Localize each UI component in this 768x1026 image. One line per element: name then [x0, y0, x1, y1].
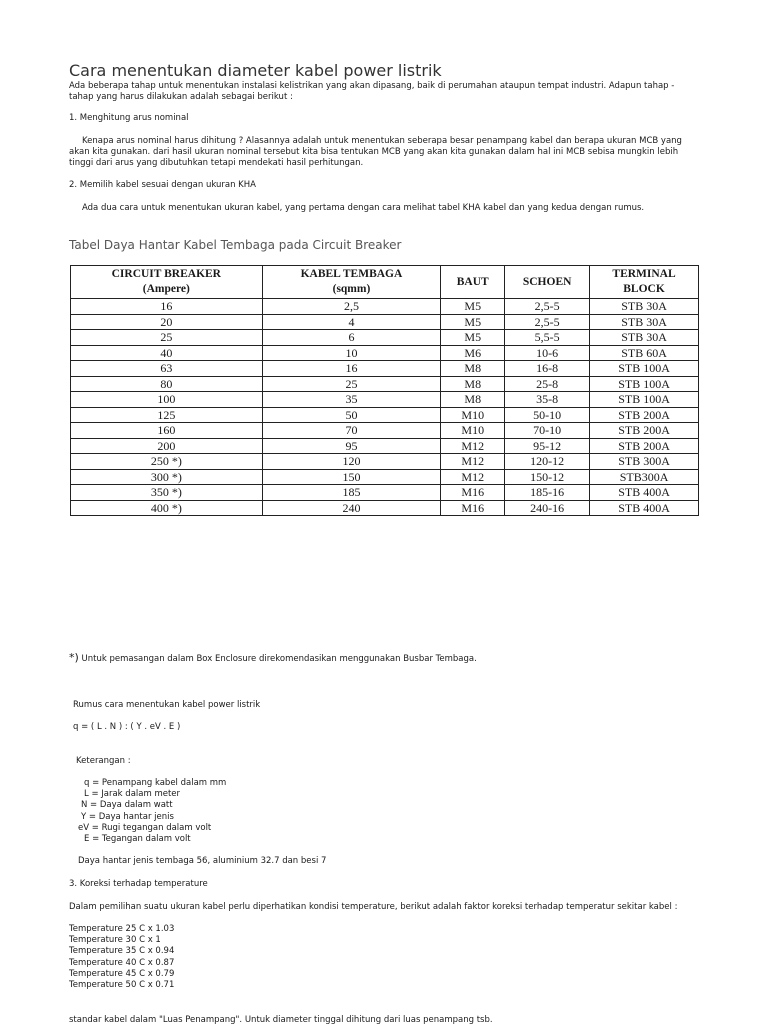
bottom-text: standar kabel dalam "Luas Penampang". Untuk diameter tinggal dihitung dari luas penampang tsb.: [69, 1015, 493, 1025]
table-cell: 160: [71, 423, 263, 439]
col-header-kabel-tembaga: KABEL TEMBAGA (sqmm): [262, 266, 441, 299]
table-header-row: [71, 266, 699, 299]
table-cell: M12: [441, 469, 505, 485]
table-row: [71, 407, 699, 423]
table-cell: 95-12: [505, 438, 590, 454]
col-header-schoen: SCHOEN: [505, 266, 590, 299]
table-cell: 25-8: [505, 376, 590, 392]
legend-item: L = Jarak dalam meter: [84, 789, 181, 800]
table-cell: M5: [441, 330, 505, 346]
legend-item: Y = Daya hantar jenis: [81, 811, 174, 822]
table-cell: M6: [441, 345, 505, 361]
table-row: [71, 485, 699, 501]
table-cell: 120-12: [505, 454, 590, 470]
footnote: [69, 651, 477, 664]
table-cell: STB 30A: [590, 330, 699, 346]
table-cell: 25: [262, 376, 441, 392]
formula: q = ( L . N ) : ( Y . eV . E ): [73, 722, 181, 732]
table-cell: 16: [262, 361, 441, 377]
step1-heading: 1. Menghitung arus nominal: [69, 113, 189, 123]
table-cell: 350 *): [71, 485, 263, 501]
table-caption: Tabel Daya Hantar Kabel Tembaga pada Circuit Breaker: [69, 238, 402, 252]
footnote-mark: *): [69, 651, 79, 664]
table-row: [71, 330, 699, 346]
page-title: Cara menentukan diameter kabel power listrik: [69, 61, 442, 80]
table-cell: 80: [71, 376, 263, 392]
temperature-item: Temperature 25 C x 1.03: [69, 924, 175, 934]
keterangan-label: Keterangan :: [76, 756, 131, 766]
table-cell: 2,5: [262, 299, 441, 315]
table-row: [71, 454, 699, 470]
step3-heading: 3. Koreksi terhadap temperature: [69, 879, 208, 889]
legend-item: q = Penampang kabel dalam mm: [84, 778, 227, 788]
table-cell: STB 30A: [590, 314, 699, 330]
temperature-item: Temperature 50 C x 0.71: [69, 980, 175, 991]
table-cell: 70-10: [505, 423, 590, 439]
table-cell: 4: [262, 314, 441, 330]
table-cell: 240: [262, 500, 441, 516]
table-cell: M16: [441, 500, 505, 516]
col-header-circuit-breaker: CIRCUIT BREAKER (Ampere): [71, 266, 263, 299]
table-cell: 100: [71, 392, 263, 408]
temperature-item: Temperature 35 C x 0.94: [69, 946, 175, 957]
table-row: [71, 392, 699, 408]
table-cell: 35-8: [505, 392, 590, 408]
table-cell: STB 100A: [590, 392, 699, 408]
table-cell: 40: [71, 345, 263, 361]
table-row: [71, 376, 699, 392]
table-cell: 10-6: [505, 345, 590, 361]
table-cell: M8: [441, 361, 505, 377]
table-cell: 50: [262, 407, 441, 423]
table-cell: M8: [441, 392, 505, 408]
footnote-text: Untuk pemasangan dalam Box Enclosure direkomendasikan menggunakan Busbar Tembaga.: [78, 654, 477, 664]
table-cell: 2,5-5: [505, 314, 590, 330]
legend-item: N = Daya dalam watt: [81, 800, 173, 811]
table-cell: 250 *): [71, 454, 263, 470]
table-row: [71, 438, 699, 454]
table-cell: 16-8: [505, 361, 590, 377]
table-cell: 120: [262, 454, 441, 470]
table-cell: 35: [262, 392, 441, 408]
table-cell: 25: [71, 330, 263, 346]
table-cell: 300 *): [71, 469, 263, 485]
step1-paragraph: Kenapa arus nominal harus dihitung ? Alasannya adalah untuk menentukan seberapa besar penampang kabel dan berapa ukuran MCB yang akan kita gunakan. dari hasil ukuran nominal tersebut kita bisa tentukan MCB yang akan kita gunakan dalam hal ini MCB sebisa mungkin lebih tinggi dari arus yang dibutuhkan tetapi mendekati hasil perhitungan.: [69, 136, 682, 168]
table-cell: 150-12: [505, 469, 590, 485]
daya-hantar-note: Daya hantar jenis tembaga 56, aluminium 32.7 dan besi 7: [78, 856, 327, 866]
table-row: [71, 500, 699, 516]
table-cell: 20: [71, 314, 263, 330]
col-header-baut: BAUT: [441, 266, 505, 299]
table-cell: M16: [441, 485, 505, 501]
step2-paragraph: Ada dua cara untuk menentukan ukuran kabel, yang pertama dengan cara melihat tabel KHA kabel dan yang kedua dengan rumus.: [82, 203, 645, 213]
table-row: [71, 469, 699, 485]
table-cell: M5: [441, 314, 505, 330]
table-cell: 10: [262, 345, 441, 361]
legend-item: E = Tegangan dalam volt: [84, 834, 191, 845]
table-cell: M12: [441, 438, 505, 454]
intro-paragraph: Ada beberapa tahap untuk menentukan instalasi kelistrikan yang akan dipasang, baik di perumahan ataupun tempat industri. Adapun tahap - tahap yang harus dilakukan adalah sebagai berikut :: [69, 81, 675, 102]
temperature-item: Temperature 45 C x 0.79: [69, 968, 175, 979]
table-cell: STB 60A: [590, 345, 699, 361]
col-header-terminal-block: TERMINAL BLOCK: [590, 266, 699, 299]
table-cell: 400 *): [71, 500, 263, 516]
table-cell: STB 300A: [590, 454, 699, 470]
table-cell: 5,5-5: [505, 330, 590, 346]
table-cell: STB 30A: [590, 299, 699, 315]
table-cell: 50-10: [505, 407, 590, 423]
table-cell: 185: [262, 485, 441, 501]
table-cell: 70: [262, 423, 441, 439]
temperature-list: [69, 924, 174, 991]
table-cell: 200: [71, 438, 263, 454]
table-cell: 6: [262, 330, 441, 346]
table-cell: M5: [441, 299, 505, 315]
table-cell: 95: [262, 438, 441, 454]
formula-heading: Rumus cara menentukan kabel power listrik: [73, 700, 261, 710]
legend-item: eV = Rugi tegangan dalam volt: [78, 822, 212, 833]
legend-list: [78, 778, 226, 845]
table-cell: 2,5-5: [505, 299, 590, 315]
table-row: [71, 423, 699, 439]
table-row: [71, 345, 699, 361]
kha-table: [70, 265, 699, 516]
step3-paragraph: Dalam pemilihan suatu ukuran kabel perlu diperhatikan kondisi temperature, berikut adalah faktor koreksi terhadap temperatur sekitar kabel :: [69, 902, 678, 912]
table-cell: 150: [262, 469, 441, 485]
table-cell: M8: [441, 376, 505, 392]
table-cell: STB 200A: [590, 438, 699, 454]
table-cell: 16: [71, 299, 263, 315]
table-cell: STB300A: [590, 469, 699, 485]
table-cell: STB 400A: [590, 500, 699, 516]
table-cell: M10: [441, 407, 505, 423]
table-cell: M10: [441, 423, 505, 439]
temperature-item: Temperature 30 C x 1: [69, 935, 161, 946]
table-row: [71, 314, 699, 330]
table-cell: STB 100A: [590, 361, 699, 377]
table-row: [71, 299, 699, 315]
table-cell: STB 200A: [590, 407, 699, 423]
table-row: [71, 361, 699, 377]
temperature-item: Temperature 40 C x 0.87: [69, 957, 175, 968]
step2-heading: 2. Memilih kabel sesuai dengan ukuran KHA: [69, 180, 256, 190]
table-cell: 240-16: [505, 500, 590, 516]
table-cell: STB 400A: [590, 485, 699, 501]
table-cell: STB 200A: [590, 423, 699, 439]
table-cell: 185-16: [505, 485, 590, 501]
table-cell: 63: [71, 361, 263, 377]
table-cell: M12: [441, 454, 505, 470]
table-cell: 125: [71, 407, 263, 423]
table-cell: STB 100A: [590, 376, 699, 392]
